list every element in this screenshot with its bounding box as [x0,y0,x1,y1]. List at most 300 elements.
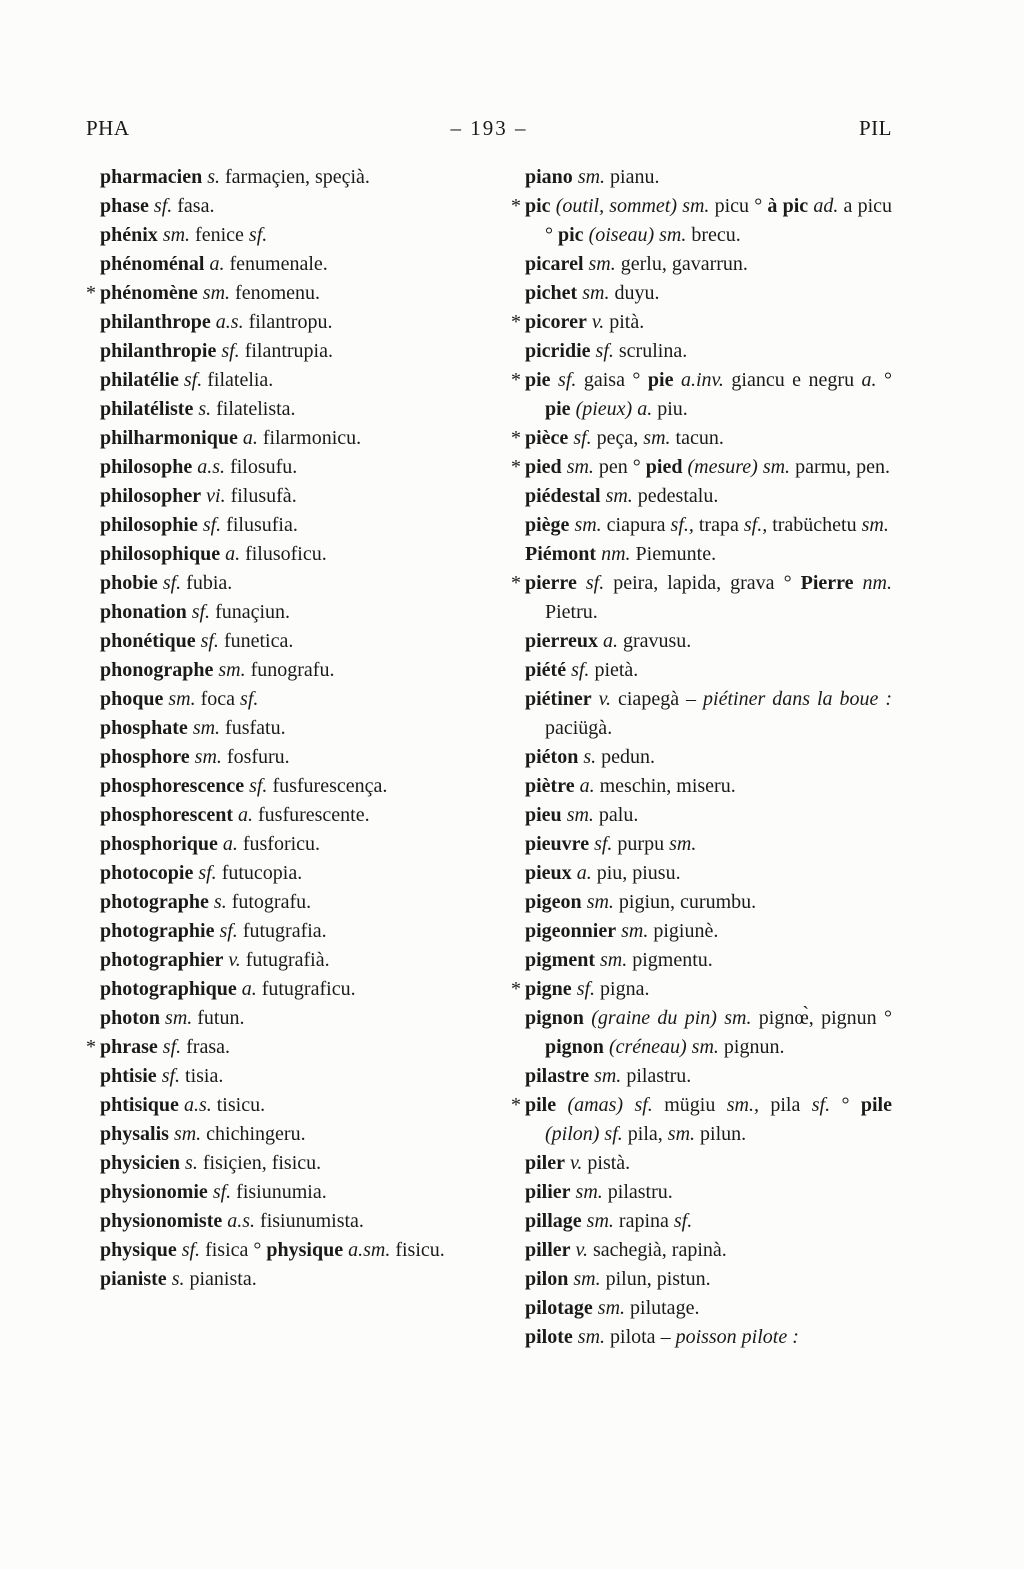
headword: pignon [525,1007,584,1029]
grammar-label: (pieux) a. [570,398,653,420]
translation-text: peira, lapida, grava ° [604,572,801,594]
translation-text: gravusu. [617,630,692,652]
running-head-right: PIL [859,116,892,140]
translation-text: rapina [613,1210,669,1232]
translation-text: mügiu [652,1094,716,1116]
grammar-label: sm. [187,717,221,739]
headword: physalis [100,1123,169,1145]
grammar-label: sm. [570,1181,603,1203]
grammar-label: (amas) sf. [556,1094,653,1116]
headword: photographie [100,920,215,942]
grammar-label: a. [204,253,225,275]
dictionary-entry [86,743,467,772]
dictionary-entry [86,1120,467,1149]
headword: pigment [525,949,595,971]
dictionary-entry [86,1236,467,1265]
translation-text: piu. [652,398,688,420]
headword: picridie [525,340,591,362]
dictionary-entry [511,453,892,482]
page-header [86,116,892,140]
headword: physionomie [100,1181,208,1203]
dictionary-entry [86,917,467,946]
grammar-label: a. [854,369,877,391]
grammar-label: nm. [596,543,631,565]
grammar-label: sf. [235,688,259,710]
grammar-label: sf. [197,514,222,536]
grammar-label: (oiseau) sm. [583,224,687,246]
translation-text: fisica ° [200,1239,267,1261]
dictionary-entry [86,1149,467,1178]
translation-text: fenomenu. [230,282,321,304]
grammar-label: sm. [589,1065,622,1087]
grammar-label: s. [578,746,597,768]
translation-text: filusufà. [225,485,297,507]
headword: philosophe [100,456,193,478]
headword: pièce [525,427,569,449]
grammar-label: sm. [592,1297,626,1319]
dictionary-entry [511,1236,892,1265]
translation-text: filantropu. [243,311,333,333]
translation-text: futucopia. [216,862,303,884]
grammar-label: a. [237,427,258,449]
dictionary-entry [511,569,892,627]
grammar-label: a.s. [178,1094,212,1116]
headword: physique [266,1239,344,1261]
asterisk-marker: * [511,427,521,449]
asterisk-marker: * [511,369,521,391]
dictionary-entry [86,221,467,250]
dictionary-entry [511,424,892,453]
page-number: – 193 – [450,116,528,140]
dictionary-entry [86,1004,467,1033]
dictionary-entry [86,1033,467,1062]
headword: philanthrope [100,311,211,333]
headword: philharmonique [100,427,238,449]
grammar-label: a.s. [192,456,226,478]
grammar-label: v. [570,1239,588,1261]
dictionary-entry [511,1207,892,1236]
translation-text: brecu. [686,224,741,246]
dictionary-entry [86,598,467,627]
grammar-label: sf., [665,514,694,536]
grammar-label: sf. [195,630,219,652]
translation-text: pigiunè. [648,920,719,942]
headword: pilier [525,1181,571,1203]
text-columns [86,163,892,1352]
grammar-label: s. [166,1268,185,1290]
translation-text: fisiçien, fisicu. [197,1152,322,1174]
translation-text: fasa. [172,195,215,217]
translation-text: pilun, pistun. [600,1268,711,1290]
grammar-label: sm. [638,427,671,449]
translation-text: pigiun, curumbu. [613,891,757,913]
grammar-label: (créneau) sm. [603,1036,719,1058]
dictionary-entry [86,308,467,337]
dictionary-entry [86,1062,467,1091]
grammar-label: sm. [568,1268,601,1290]
headword: phonation [100,601,187,623]
translation-text: futugraficu. [256,978,356,1000]
grammar-label: sm. [572,1326,606,1348]
grammar-label: sf. [214,920,238,942]
dictionary-entry [511,1062,892,1091]
headword: pilastre [525,1065,590,1087]
grammar-label: v. [586,311,605,333]
dictionary-entry [86,830,467,859]
grammar-label: a. [574,775,595,797]
grammar-label: sf. [178,369,203,391]
headword: piédestal [525,485,601,507]
dictionary-entry [86,366,467,395]
grammar-label: sm. [213,659,246,681]
dictionary-entry [86,627,467,656]
dictionary-entry [511,511,892,540]
translation-text: pilun. [695,1123,747,1145]
grammar-label: sf., [738,514,768,536]
grammar-label: sf. [244,775,268,797]
dictionary-entry [511,337,892,366]
asterisk-marker: * [86,1036,96,1058]
headword: photocopie [100,862,194,884]
translation-text: fisiunumista. [255,1210,364,1232]
dictionary-entry [511,888,892,917]
translation-text: duyu. [609,282,660,304]
headword: pie [525,369,551,391]
translation-text: funografu. [245,659,335,681]
dictionary-entry [511,830,892,859]
grammar-label: poisson pilote : [670,1326,799,1348]
dictionary-entry [511,163,892,192]
grammar-label: sm. [160,1007,193,1029]
dictionary-entry [86,453,467,482]
grammar-label: ad. [808,195,839,217]
headword: à pic [767,195,809,217]
translation-text: peça, [591,427,639,449]
grammar-label: a.s. [210,311,244,333]
headword: phosphorique [100,833,218,855]
headword: pied [525,456,562,478]
headword: pianiste [100,1268,167,1290]
translation-text: sachegià, rapinà. [587,1239,727,1261]
translation-text: filarmonicu. [257,427,362,449]
grammar-label: v. [223,949,241,971]
headword: pilon [525,1268,569,1290]
translation-text: farmaçien, speçià. [220,166,370,188]
dictionary-entry [86,975,467,1004]
headword: philanthropie [100,340,217,362]
grammar-label: sf. [186,601,211,623]
headword: philatéliste [100,398,194,420]
dictionary-entry [86,772,467,801]
headword: pillage [525,1210,582,1232]
translation-text: fenumenale. [224,253,328,275]
dictionary-entry [511,1323,892,1352]
headword: picarel [525,253,584,275]
translation-text: futun. [192,1007,245,1029]
headword: philosophique [100,543,221,565]
headword: pilotage [525,1297,593,1319]
grammar-label: sm. [583,253,616,275]
headword: phénix [100,224,158,246]
asterisk-marker: * [511,456,521,478]
translation-text: chichingeru. [201,1123,306,1145]
headword: philatélie [100,369,179,391]
translation-text: fosfuru. [221,746,290,768]
grammar-label: sm. [664,833,697,855]
headword: pile [860,1094,892,1116]
headword: phase [100,195,149,217]
dictionary-entry [511,1091,892,1149]
dictionary-entry [86,859,467,888]
dictionary-entry [511,540,892,569]
headword: pie [647,369,674,391]
grammar-label: s. [180,1152,198,1174]
headword: pierre [525,572,577,594]
grammar-label: s. [208,891,227,913]
grammar-label: sm. [581,891,614,913]
headword: piège [525,514,570,536]
translation-text: pignœ̀, pignun ° [751,1007,892,1029]
headword: phtisie [100,1065,157,1087]
dictionary-entry [511,1294,892,1323]
translation-text: Piemunte. [630,543,717,565]
headword: pignon [545,1036,604,1058]
dictionary-entry [86,1207,467,1236]
translation-text: fisicu. [390,1239,445,1261]
dictionary-entry [86,656,467,685]
dictionary-entry [511,743,892,772]
dictionary-entry [86,163,467,192]
dictionary-entry [511,772,892,801]
headword: phosphorescence [100,775,245,797]
headword: piètre [525,775,575,797]
asterisk-marker: * [511,1094,521,1116]
dictionary-entry [511,656,892,685]
headword: pied [645,456,683,478]
headword: photographique [100,978,237,1000]
grammar-label: sm. [600,485,633,507]
grammar-label: sf. [207,1181,232,1203]
dictionary-entry [86,714,467,743]
translation-text: pigna. [595,978,650,1000]
translation-text: filatelia. [202,369,274,391]
dictionary-entry [511,279,892,308]
grammar-label: a.inv. [673,369,724,391]
headword: pie [545,398,571,420]
grammar-label: sm. [595,949,628,971]
translation-text: pietà. [589,659,639,681]
translation-text: pila, [622,1123,663,1145]
translation-text: tisia. [180,1065,224,1087]
asterisk-marker: * [511,311,521,333]
translation-text: a picu ° [545,195,893,246]
dictionary-entry [86,192,467,221]
headword: phtisique [100,1094,179,1116]
translation-text: pilutage. [625,1297,700,1319]
headword: Pierre [800,572,854,594]
translation-text: piu, piusu. [591,862,681,884]
grammar-label: sf. [148,195,173,217]
headword: physique [100,1239,177,1261]
headword: physionomiste [100,1210,223,1232]
translation-text: frasa. [181,1036,230,1058]
translation-text: pilastru. [602,1181,673,1203]
grammar-label: a. [597,630,618,652]
asterisk-marker: * [86,282,96,304]
dictionary-entry [511,801,892,830]
translation-text: picu ° [709,195,768,217]
grammar-label: a. [220,543,241,565]
grammar-label: sf. [157,1036,182,1058]
translation-text: trapa [693,514,739,536]
headword: phénomène [100,282,198,304]
grammar-label: sf. [550,369,577,391]
grammar-label: a. [217,833,238,855]
grammar-label: a. [571,862,592,884]
grammar-label: sf. [568,427,592,449]
translation-text: ° [876,369,893,391]
headword: piéton [525,746,579,768]
headword: photon [100,1007,161,1029]
headword: phrase [100,1036,158,1058]
headword: phoque [100,688,164,710]
dictionary-column-left [86,163,467,1352]
grammar-label: sm. [561,804,594,826]
dictionary-entry [86,482,467,511]
grammar-label: sm. [577,282,610,304]
translation-text: paciügà. [545,717,613,739]
grammar-label: sf. [800,1094,831,1116]
translation-text: funaçiun. [210,601,291,623]
headword: pierreux [525,630,598,652]
dictionary-entry [86,511,467,540]
asterisk-marker: * [511,978,521,1000]
grammar-label: sf. [243,224,268,246]
translation-text: tacun. [670,427,724,449]
asterisk-marker: * [511,572,521,594]
translation-text: futografu. [226,891,312,913]
dictionary-entry [86,250,467,279]
dictionary-entry [511,482,892,511]
headword: Piémont [525,543,597,565]
translation-text: giancu e negru [723,369,855,391]
headword: phénoménal [100,253,205,275]
grammar-label: sf. [571,978,596,1000]
translation-text: scrulina. [613,340,688,362]
grammar-label: sm. [856,514,889,536]
headword: phonographe [100,659,214,681]
dictionary-entry [511,917,892,946]
grammar-label: sm. [197,282,231,304]
dictionary-entry [511,859,892,888]
translation-text: futugrafià. [240,949,330,971]
translation-text: palu. [593,804,639,826]
grammar-label: sm. [157,224,191,246]
translation-text: filatelista. [211,398,296,420]
dictionary-column-right [511,163,892,1352]
grammar-label: sf. [589,833,613,855]
translation-text: trabüchetu [767,514,857,536]
headword: phosphorescent [100,804,233,826]
grammar-label: sf. [590,340,614,362]
translation-text: filantrupia. [239,340,333,362]
translation-text: funetica. [218,630,294,652]
grammar-label: a. [233,804,253,826]
dictionary-entry [86,888,467,917]
translation-text: tisicu. [211,1094,266,1116]
headword: pic [525,195,551,217]
grammar-label: a. [236,978,257,1000]
headword: piano [525,166,573,188]
translation-text: fusfatu. [220,717,286,739]
headword: pieux [525,862,572,884]
dictionary-entry [511,308,892,337]
grammar-label: a.sm. [343,1239,391,1261]
headword: piler [525,1152,565,1174]
dictionary-entry [511,1004,892,1062]
translation-text: gaisa ° [576,369,648,391]
translation-text: pigmentu. [627,949,713,971]
translation-text: ° [830,1094,861,1116]
translation-text: Pietru. [545,601,598,623]
translation-text: parmu, pen. [790,456,891,478]
translation-text: gerlu, gavarrun. [615,253,748,275]
grammar-label: v. [591,688,612,710]
dictionary-entry [86,685,467,714]
grammar-label: (outil, sommet) sm. [550,195,710,217]
dictionary-entry [511,946,892,975]
translation-text: fusforicu. [237,833,321,855]
grammar-label: v. [565,1152,583,1174]
translation-text: meschin, miseru. [594,775,736,797]
grammar-label: sm. [616,920,649,942]
dictionary-entry [511,627,892,656]
grammar-label: sm. [189,746,222,768]
grammar-label: sm. [163,688,196,710]
headword: piller [525,1239,571,1261]
headword: pic [558,224,584,246]
grammar-label: sf. [157,572,182,594]
grammar-label: sm. [569,514,602,536]
translation-text: pedun. [596,746,656,768]
grammar-label: sm. [561,456,594,478]
headword: pigne [525,978,572,1000]
translation-text: fenice [190,224,244,246]
dictionary-entry [86,424,467,453]
headword: pieu [525,804,562,826]
grammar-label: nm. [853,572,893,594]
translation-text: fubia. [181,572,233,594]
grammar-label: sf. [668,1210,693,1232]
headword: pigeonnier [525,920,617,942]
dictionary-entry [511,685,892,743]
translation-text: pen ° [593,456,646,478]
headword: pile [525,1094,557,1116]
grammar-label: sf. [176,1239,201,1261]
headword: photographe [100,891,209,913]
grammar-label: sm. [572,166,606,188]
grammar-label: sm. [662,1123,696,1145]
grammar-label: sf. [156,1065,181,1087]
translation-text: pignun. [718,1036,785,1058]
headword: physicien [100,1152,181,1174]
translation-text: pilota – [605,1326,671,1348]
translation-text: pistà. [582,1152,631,1174]
translation-text: purpu [612,833,665,855]
dictionary-entry [511,192,892,250]
dictionary-entry [511,366,892,424]
grammar-label: sm. [168,1123,202,1145]
